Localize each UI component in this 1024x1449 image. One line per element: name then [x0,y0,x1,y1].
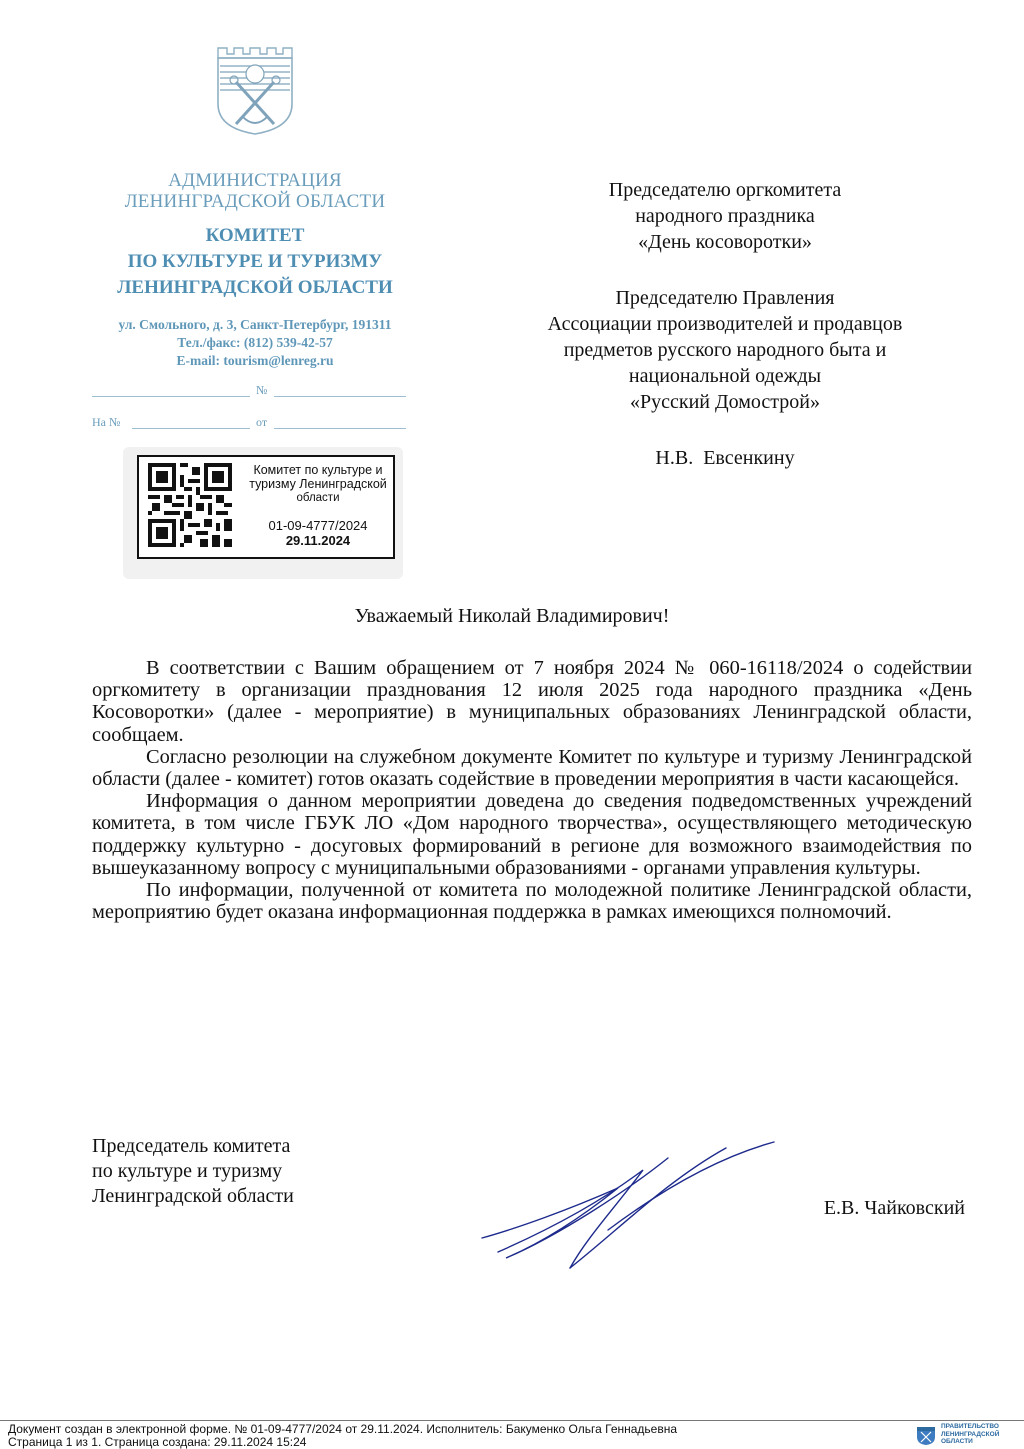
handwritten-signature [478,1140,778,1275]
signatory-title-line1: Председатель комитета [92,1135,291,1157]
on-number-label: На № [92,415,121,429]
addressee-block2-line2: Ассоциации производителей и продавцов [547,313,903,335]
committee-title-line3: ЛЕНИНГРАДСКОЙ ОБЛАСТИ [117,277,393,298]
signatory-title-line3: Ленинградской области [92,1185,294,1207]
committee-email: E-mail: tourism@lenreg.ru [176,353,334,368]
government-emblem-icon [915,1424,937,1446]
addressee-block1-line1: Председателю оргкомитета [608,179,842,201]
signatory-title-line2: по культуре и туризму [92,1160,283,1182]
signer-name: Е.В. Чайковский [823,1197,965,1219]
addressee-block2-line3: предметов русского народного быта и [563,339,887,361]
committee-address: ул. Смольного, д. 3, Санкт-Петербург, 191311 [118,317,392,332]
registration-stamp [123,447,403,579]
addressee-block1-line2: народного праздника [635,205,815,227]
admin-title-line2: ЛЕНИНГРАДСКОЙ ОБЛАСТИ [124,191,386,212]
footer-divider [0,1420,1024,1421]
outgoing-number-row [92,384,412,400]
letter-body [92,657,972,923]
stamp-org-line2: туризму Ленинградской [249,477,387,491]
addressee-block2-line4: национальной одежды [628,365,822,387]
registration-stamp-box [137,455,395,559]
greeting: Уважаемый Николай Владимирович! [354,605,670,627]
stamp-org-line1: Комитет по культуре и [253,463,383,477]
gov-text-line3: ОБЛАСТИ [941,1438,973,1445]
body-paragraph-3: Информация о данном мероприятии доведена до сведения подведомственных учреждений комитета, в том числе ГБУК ЛО «Дом народного творчества», осуществляющего методическую поддержку культурно - досуговых формирований в регионе для возможного взаимодействия по вышеуказанному вопросу с муниципальными образованиями - органами управления культуры. [92,790,972,879]
gov-text-line1: ПРАВИТЕЛЬСТВО [941,1423,999,1430]
body-paragraph-4: По информации, полученной от комитета по молодежной политике Ленинградской области, мероприятию будет оказана информационная поддержка в рамках имеющихся полномочий. [92,879,972,924]
qr-code-icon [148,463,232,547]
body-paragraph-2: Согласно резолюции на служебном документе Комитет по культуре и туризму Ленинградской области (далее - комитет) готов оказать содействие в проведении мероприятия в части касающейся. [92,745,972,791]
from-label: от [256,415,268,429]
footer-page-info: Страница 1 из 1. Страница создана: 29.11.2024 15:24 [8,1435,307,1449]
addressee-block2-line1: Председателю Правления [615,287,835,309]
addressee-name: Н.В. Евсенкину [655,447,795,469]
stamp-reg-number: 01-09-4777/2024 [268,518,368,533]
number-label: № [256,383,268,397]
gov-text-line2: ЛЕНИНГРАДСКОЙ [941,1430,1000,1438]
committee-title-line1: КОМИТЕТ [205,225,305,246]
committee-phone: Тел./факс: (812) 539-42-57 [177,335,333,350]
addressee-block2-line5: «Русский Домострой» [630,391,820,413]
body-paragraph-1: В соответствии с Вашим обращением от 7 ноября 2024 № 060-16118/2024 о содействии оргкомитету в организации празднования 12 июля 2025 года народного праздника «День Косоворотки» (далее - мероприятие) в муниципальных образованиях Ленинградской области, сообщаем. [92,657,972,746]
incoming-number-row [92,416,412,432]
admin-title-line1: АДМИНИСТРАЦИЯ [168,170,342,191]
committee-title-line2: ПО КУЛЬТУРЕ И ТУРИЗМУ [127,251,383,272]
stamp-reg-date: 29.11.2024 [285,533,351,548]
coat-of-arms-icon [212,44,298,136]
footer-doc-info: Документ создан в электронной форме. № 01-09-4777/2024 от 29.11.2024. Исполнитель: Бакуменко Ольга Геннадьевна [8,1422,678,1436]
addressee-block1-line3: «День косоворотки» [638,231,812,253]
stamp-org-line3: области [296,492,340,504]
government-logo-text [941,1423,1021,1446]
